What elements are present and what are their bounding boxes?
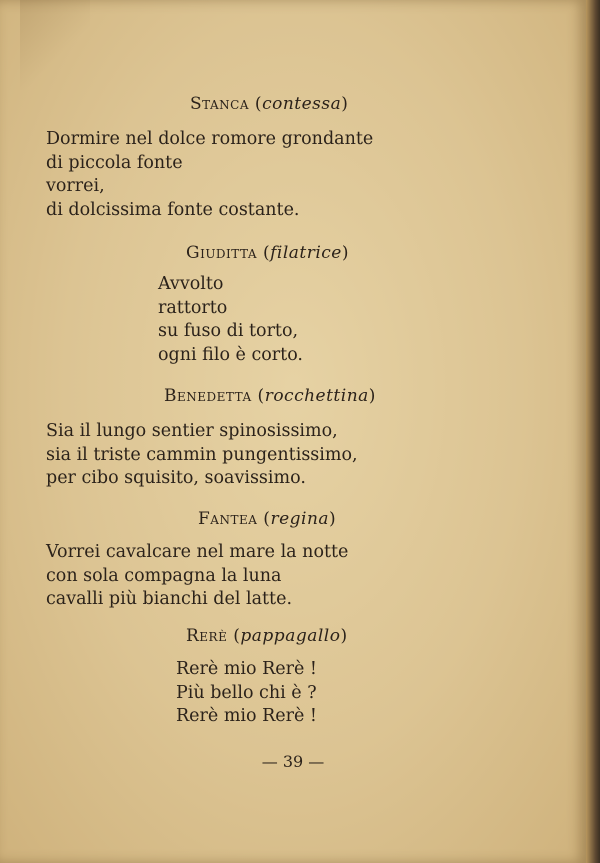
character-role: regina [270, 509, 330, 529]
heading-rere: Rerè (pappagallo) [186, 626, 348, 646]
verse-line: Rerè mio Rerè ! [176, 706, 317, 726]
verse-line: di dolcissima fonte costante. [46, 199, 300, 220]
verse-line: ogni filo è corto. [158, 344, 303, 365]
page-edge-shadow [586, 0, 600, 863]
character-role: filatrice [270, 243, 342, 263]
character-name: Giuditta [186, 243, 258, 263]
page-number: — 39 — [261, 752, 325, 771]
stanza-stanca [46, 128, 373, 222]
verse-line: Rerè mio Rerè ! [176, 659, 317, 679]
stanza-rere [176, 658, 317, 729]
page-fold-shadow [20, 0, 90, 90]
verse-line: per cibo squisito, soavissimo. [46, 468, 306, 488]
character-name: Fantea [198, 509, 258, 529]
verse-line: Vorrei cavalcare nel mare la notte [46, 542, 349, 562]
verse-line: Dormire nel dolce romore grondante [46, 129, 374, 149]
stanza-giuditta [158, 273, 303, 367]
verse-line: di piccola fonte [46, 152, 183, 173]
stanza-benedetta [46, 420, 358, 491]
character-name: Rerè [186, 626, 228, 646]
character-role: rocchettina [264, 386, 369, 406]
heading-giuditta: Giuditta (filatrice) [186, 243, 350, 263]
character-role: pappagallo [240, 626, 341, 646]
verse-line: vorrei, [46, 176, 105, 196]
stanza-fantea [46, 541, 348, 612]
verse-line: con sola compagna la luna [46, 565, 282, 586]
character-name: Benedetta [164, 386, 252, 406]
verse-line: su fuso di torto, [158, 321, 299, 341]
verse-line: Più bello chi è ? [176, 682, 317, 703]
verse-line: Avvolto [158, 274, 224, 294]
verse-line: Sia il lungo sentier spinosissimo, [46, 421, 338, 441]
character-role: contessa [262, 94, 342, 114]
heading-stanca: Stanca (contessa) [190, 94, 349, 114]
verse-line: sia il triste cammin pungentissimo, [46, 444, 358, 465]
verse-line: cavalli più bianchi del latte. [46, 589, 293, 609]
verse-line: rattorto [158, 297, 228, 318]
heading-benedetta: Benedetta (rocchettina) [164, 386, 376, 406]
heading-fantea: Fantea (regina) [198, 509, 337, 529]
character-name: Stanca [190, 94, 250, 114]
